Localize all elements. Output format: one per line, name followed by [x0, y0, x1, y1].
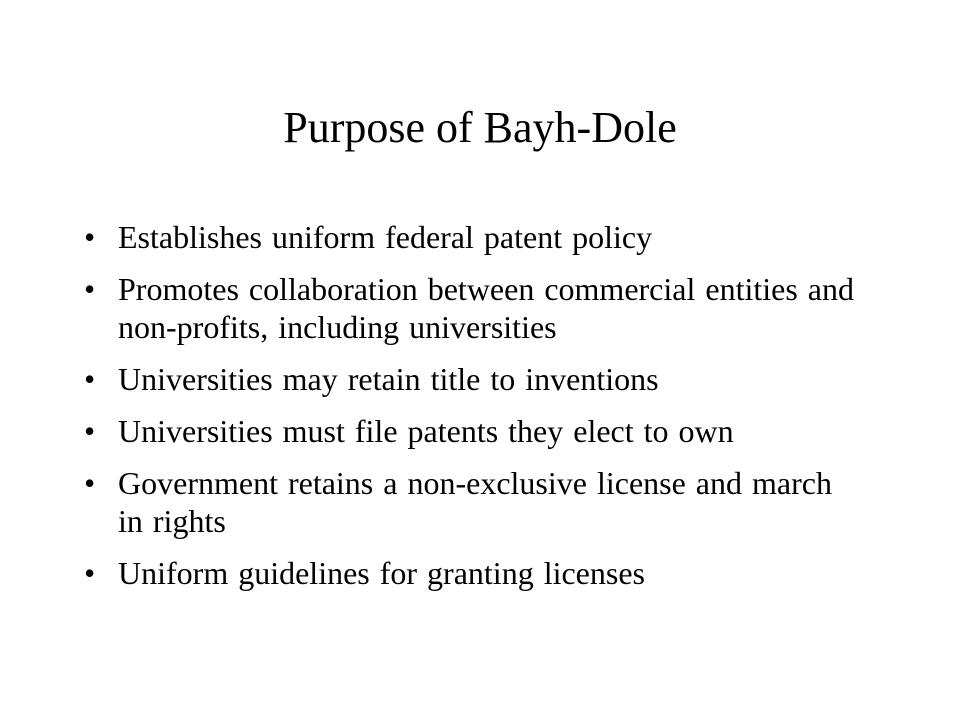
bullet-icon: •: [84, 271, 96, 307]
bullet-item: [84, 360, 864, 398]
bullet-list: [84, 218, 864, 606]
bullet-text: Universities must file patents they elect to own: [118, 413, 734, 449]
bullet-icon: •: [84, 361, 96, 397]
bullet-text: Uniform guidelines for granting licenses: [118, 555, 645, 591]
bullet-icon: •: [84, 555, 96, 591]
bullet-text: Promotes collaboration between commercial entities and non-profits, including universities: [118, 271, 854, 345]
bullet-icon: •: [84, 219, 96, 255]
bullet-item: [84, 270, 864, 346]
bullet-text: Establishes uniform federal patent policy: [118, 219, 653, 255]
bullet-item: [84, 554, 864, 592]
bullet-icon: •: [84, 413, 96, 449]
bullet-icon: •: [84, 465, 96, 501]
bullet-item: [84, 464, 864, 540]
bullet-item: [84, 218, 864, 256]
bullet-text: Universities may retain title to inventions: [118, 361, 659, 397]
slide-title: Purpose of Bayh-Dole: [283, 103, 677, 152]
bullet-text: Government retains a non-exclusive license and march in rights: [118, 465, 832, 539]
bullet-item: [84, 412, 864, 450]
